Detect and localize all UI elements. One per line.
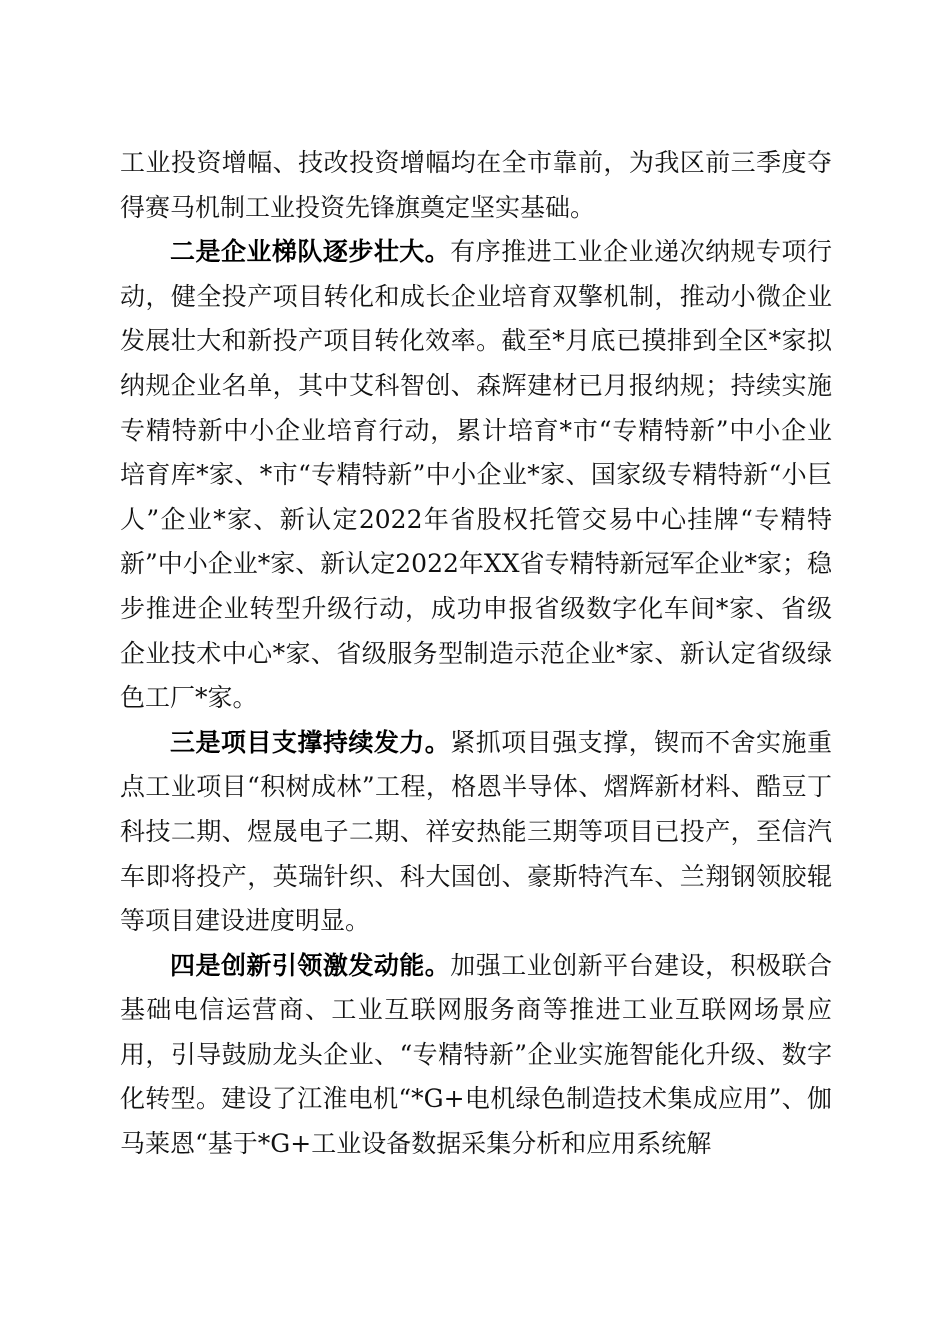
document-body [120,141,832,1167]
paragraph-heading: 二是企业梯队逐步壮大。 [170,237,451,267]
paragraph-text: 有序推进工业企业递次纳规专项行动，健全投产项目转化和成长企业培育双擎机制，推动小微企业发展壮大和新投产项目转化效率。截至*月底已摸排到全区*家拟纳规企业名单，其中艾科智创、森辉建材已月报纳规；持续实施专精特新中小企业培育行动，累计培育*市“专精特新”中小企业培育库*家、*市“专精特新”中小企业*家、国家级专精特新“小巨人”企业*家、新认定2022年省股权托管交易中心挂牌“专精特新”中小企业*家、新认定2022年XX省专精特新冠军企业*家；稳步推进企业转型升级行动，成功申报省级数字化车间*家、省级企业技术中心*家、省级服务型制造示范企业*家、新认定省级绿色工厂*家。 [120,237,833,713]
paragraph-investment-growth [120,141,832,230]
paragraph-innovation [120,944,832,1167]
paragraph-enterprise-tiers [120,230,832,721]
paragraph-text: 工业投资增幅、技改投资增幅均在全市靠前，为我区前三季度夺得赛马机制工业投资先锋旗奠定坚实基础。 [120,148,832,222]
paragraph-heading: 四是创新引领激发动能。 [170,950,451,980]
paragraph-text: 紧抓项目强支撑，锲而不舍实施重点工业项目“积树成林”工程，格恩半导体、熠辉新材料、酷豆丁科技二期、煜晟电子二期、祥安热能三期等项目已投产，至信汽车即将投产，英瑞针织、科大国创、豪斯特汽车、兰翔钢领胶辊等项目建设进度明显。 [120,727,832,936]
paragraph-project-support [120,721,832,944]
paragraph-text: 加强工业创新平台建设，积极联合基础电信运营商、工业互联网服务商等推进工业互联网场景应用，引导鼓励龙头企业、“专精特新”企业实施智能化升级、数字化转型。建设了江淮电机“*G+电机绿色制造技术集成应用”、伽马莱恩“基于*G+工业设备数据采集分析和应用系统解 [120,950,832,1159]
paragraph-heading: 三是项目支撑持续发力。 [170,727,451,757]
